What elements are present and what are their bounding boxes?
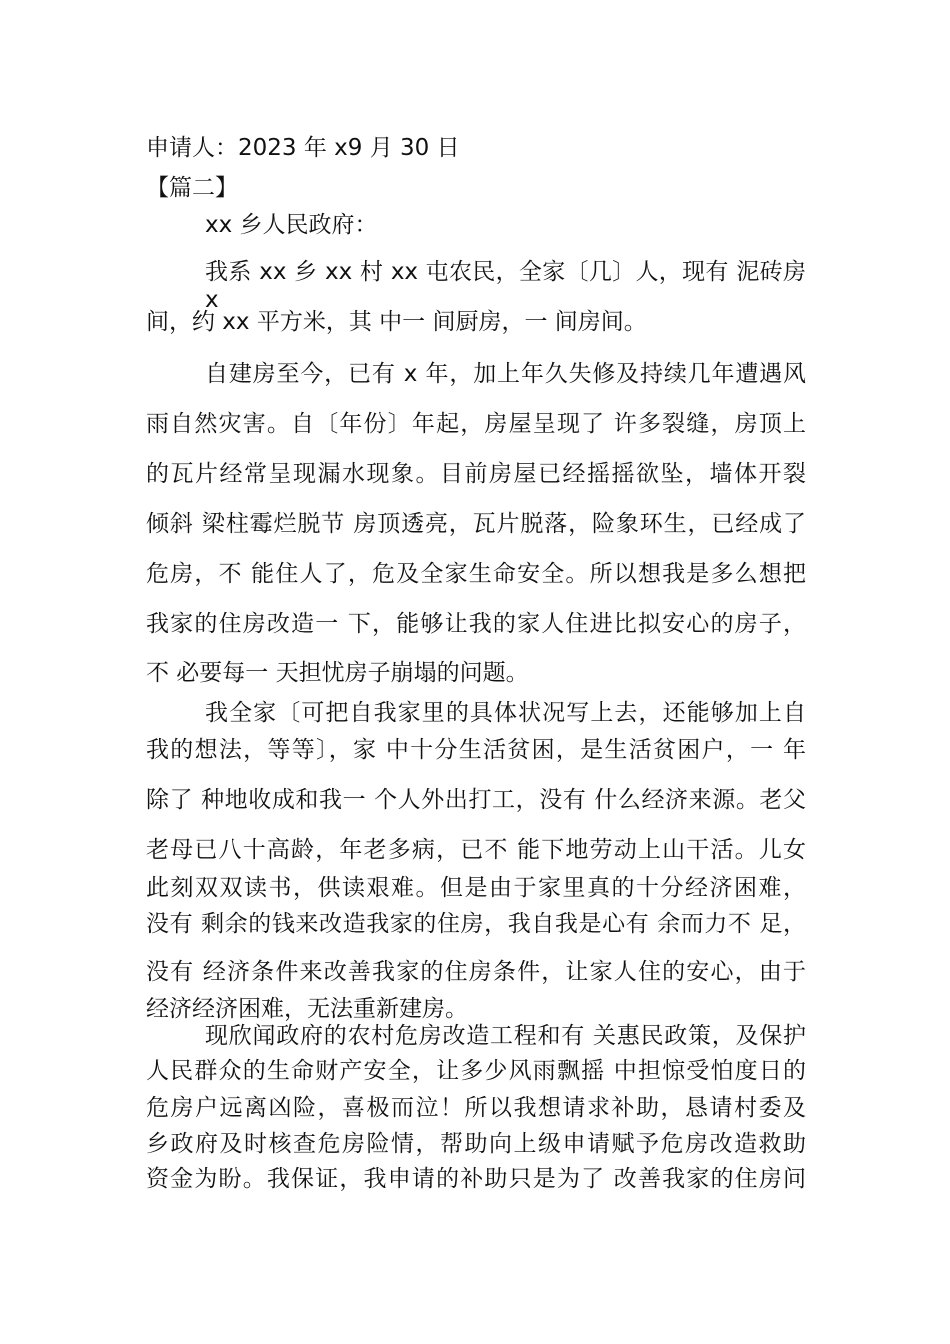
paragraph-2-line-2: 雨自然灾害。自〔年份〕年起，房屋呈现了 许多裂缝，房顶上 — [146, 411, 806, 437]
signature-line: 申请人：2023 年 x9 月 30 日 — [146, 135, 460, 161]
paragraph-4-line-4: 乡政府及时核查危房险情，帮助向上级申请赋予危房改造救助 — [146, 1131, 806, 1157]
paragraph-4-line-3: 危房户远离凶险，喜极而泣！所以我想请求补助，恳请村委及 — [146, 1095, 806, 1121]
paragraph-3-line-8: 经济经济困难，无法重新建房。 — [146, 996, 468, 1022]
paragraph-2-line-4: 倾斜 梁柱霉烂脱节 房顶透亮，瓦片脱落，险象环生，已经成了 — [146, 511, 806, 537]
salutation: xx 乡人民政府： — [205, 212, 378, 238]
paragraph-1-line-2: 间，约 xx 平方米，其 中一 间厨房，一 间房间。 — [146, 309, 647, 335]
paragraph-4-line-5: 资金为盼。我保证，我申请的补助只是为了 改善我家的住房问 — [146, 1166, 806, 1192]
paragraph-3-line-5: 此刻双双读书，供读艰难。但是由于家里真的十分经济困难， — [146, 875, 806, 901]
paragraph-4-line-2: 人民群众的生命财产安全，让多少风雨飘摇 中担惊受怕度日的 — [146, 1058, 806, 1084]
section-heading: 【篇二】 — [146, 175, 238, 201]
paragraph-2-line-6: 我家的住房改造一 下，能够让我的家人住进比拟安心的房子， — [146, 611, 806, 637]
paragraph-2-line-5: 危房，不 能住人了，危及全家生命安全。所以想我是多么想把 — [146, 561, 806, 587]
paragraph-3-line-6: 没有 剩余的钱来改造我家的住房，我自我是心有 余而力不 足， — [146, 911, 806, 937]
paragraph-1-line-1: 我系 xx 乡 xx 村 xx 屯农民，全家〔几〕人，现有 泥砖房 x — [205, 259, 806, 313]
paragraph-3-line-2: 我的想法，等等〕，家 中十分生活贫困，是生活贫困户，一 年 — [146, 737, 806, 763]
paragraph-3-line-7: 没有 经济条件来改善我家的住房条件，让家人住的安心，由于 — [146, 959, 806, 985]
paragraph-3-line-4: 老母已八十高龄，年老多病，已不 能下地劳动上山干活。儿女 — [146, 837, 806, 863]
paragraph-2-line-1: 自建房至今，已有 x 年，加上年久失修及持续几年遭遇风 — [205, 361, 806, 387]
paragraph-3-line-3: 除了 种地收成和我一 个人外出打工，没有 什么经济来源。老父 — [146, 787, 806, 813]
paragraph-2-line-7: 不 必要每一 天担忧房子崩塌的问题。 — [146, 660, 529, 686]
paragraph-4-line-1: 现欣闻政府的农村危房改造工程和有 关惠民政策，及保护 — [205, 1023, 806, 1049]
paragraph-2-line-3: 的瓦片经常呈现漏水现象。目前房屋已经摇摇欲坠，墙体开裂 — [146, 461, 806, 487]
paragraph-3-line-1: 我全家〔可把自我家里的具体状况写上去，还能够加上自 — [205, 700, 806, 726]
